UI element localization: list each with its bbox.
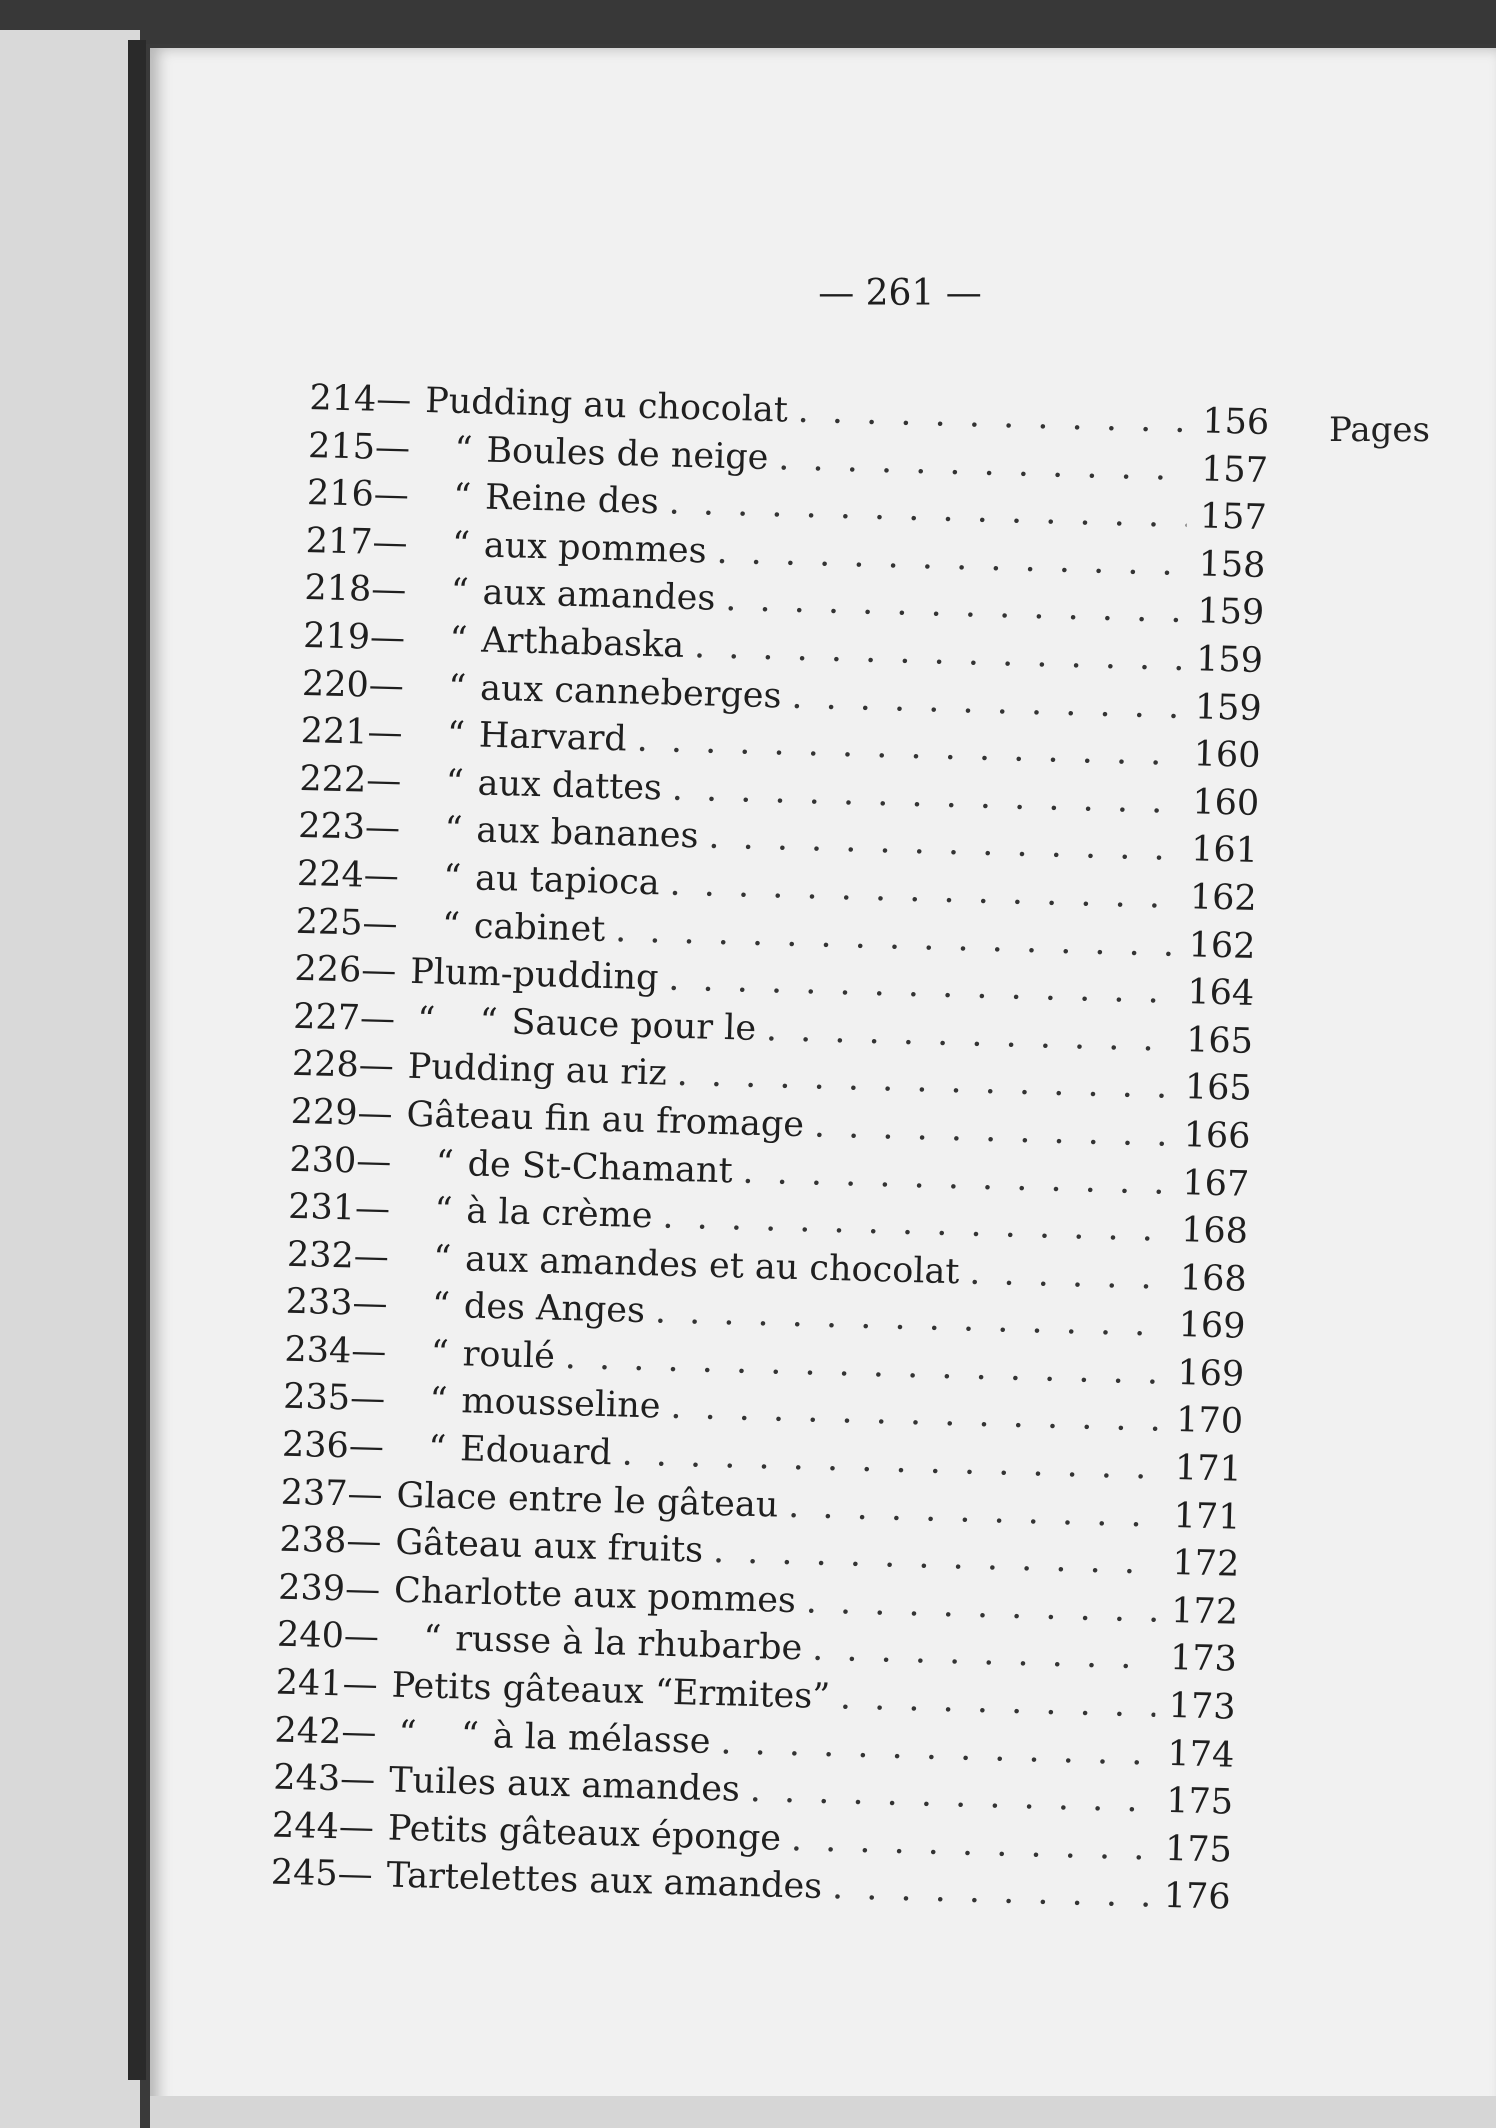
entry-page-number: 162 (1189, 877, 1258, 919)
entry-page-number: 168 (1179, 1257, 1248, 1300)
entry-title: aux bananes (475, 810, 700, 857)
entry-number: 235— “ (282, 1377, 448, 1422)
entry-page-number: 169 (1178, 1305, 1246, 1348)
entry-page-number: 173 (1168, 1685, 1237, 1728)
entry-number: 239— (277, 1567, 381, 1611)
entry-page-number: 160 (1191, 782, 1260, 824)
entry-number: 228— (291, 1044, 395, 1087)
entry-page-number: 159 (1194, 686, 1263, 729)
entry-number: 244— (271, 1805, 375, 1848)
entry-title: de St-Chamant (467, 1143, 734, 1191)
entry-title: roulé (462, 1334, 556, 1377)
dot-leader (795, 1581, 1158, 1630)
entry-page-number: 157 (1200, 448, 1269, 491)
entry-title: Gâteau aux fruits (394, 1522, 704, 1571)
entry-number: 216— “ (306, 473, 472, 518)
entry-number: 237— (280, 1472, 384, 1515)
previous-page-edge (0, 30, 140, 2128)
entry-page-number: 171 (1173, 1495, 1242, 1538)
entry-page-number: 167 (1181, 1162, 1250, 1205)
entry-title: aux amandes et au chocolat (464, 1239, 960, 1292)
entry-page-number: 174 (1166, 1733, 1235, 1776)
entry-title: au tapioca (474, 858, 661, 904)
entry-title: russe à la rhubarbe (454, 1619, 803, 1669)
entry-page-number: 162 (1188, 924, 1256, 967)
entry-number: 218— “ (303, 568, 470, 613)
entry-page-number: 172 (1171, 1543, 1240, 1585)
entry-title: à la crème (465, 1191, 654, 1237)
entry-title: Sauce pour le (511, 1002, 757, 1049)
entry-page-number: 170 (1175, 1400, 1244, 1443)
entry-number: 232— “ (286, 1234, 452, 1279)
entry-number: 240— “ (276, 1615, 442, 1660)
dot-leader (959, 1252, 1167, 1297)
entry-title: mousseline (460, 1381, 662, 1427)
entry-page-number: 166 (1183, 1115, 1251, 1157)
entry-title: Harvard (478, 715, 628, 760)
entry-number: 226— (294, 948, 397, 992)
entry-number: 223— “ (297, 806, 463, 851)
entry-page-number: 157 (1199, 496, 1268, 539)
entry-title: aux pommes (483, 525, 708, 572)
entry-page-number: 169 (1176, 1352, 1245, 1395)
entry-number: 234— “ (284, 1329, 450, 1374)
entry-title: Tuiles aux amandes (388, 1760, 741, 1810)
entry-page-number: 164 (1186, 972, 1255, 1015)
entry-title: aux dattes (477, 763, 663, 809)
entry-page-number: 158 (1198, 544, 1266, 586)
entry-page-number: 175 (1164, 1828, 1233, 1871)
entry-number: 233— “ (285, 1281, 451, 1327)
dot-leader (804, 1105, 1171, 1155)
scanner-background-top (0, 0, 1496, 44)
entry-title: Boules de neige (485, 430, 769, 478)
entry-title: aux canneberges (479, 668, 783, 717)
entry-number: 236— “ (281, 1424, 447, 1469)
entry-number: 222— “ (298, 758, 465, 803)
entry-page-number: 168 (1180, 1210, 1249, 1252)
entry-number: 241— (275, 1662, 379, 1706)
entry-number: 221— “ (300, 711, 466, 756)
entry-title: Charlotte aux pommes (393, 1570, 797, 1621)
dot-leader (802, 1629, 1158, 1678)
entry-number: 219— “ (302, 615, 468, 661)
entry-title: Glace entre le gâteau (396, 1475, 779, 1526)
entry-title: à la mélasse (492, 1715, 712, 1762)
entry-number: 227— “ “ (292, 996, 499, 1042)
page-number: — 261 — (818, 273, 982, 314)
entry-page-number: 161 (1190, 829, 1259, 872)
dot-leader (830, 1677, 1156, 1726)
entry-page-number: 159 (1196, 591, 1265, 634)
entry-page-number: 171 (1174, 1448, 1243, 1490)
entry-page-number: 159 (1195, 639, 1264, 682)
entry-title: Petits gâteaux éponge (387, 1808, 782, 1859)
entry-number: 245— (270, 1852, 374, 1896)
entry-number: 230— “ (289, 1139, 455, 1184)
entry-title: Arthabaska (480, 620, 685, 666)
entry-number: 225— “ (295, 901, 461, 946)
entry-title: cabinet (473, 906, 606, 950)
entry-page-number: 176 (1163, 1876, 1232, 1919)
entry-title: Edouard (459, 1429, 613, 1474)
book-gutter (128, 40, 146, 2080)
entry-number: 215— “ (307, 425, 473, 470)
pages-column-header: Pages (1329, 410, 1430, 450)
entry-number: 243— (272, 1757, 376, 1801)
dot-leader (822, 1867, 1151, 1916)
entry-page-number: 165 (1184, 1067, 1253, 1110)
table-of-contents (270, 378, 1270, 1926)
entry-title: Plum-pudding (409, 951, 659, 999)
entry-page-number: 156 (1201, 401, 1270, 444)
entry-title: Tartelettes aux amandes (386, 1855, 823, 1908)
entry-number: 220— “ (301, 663, 467, 708)
entry-number: 229— (290, 1091, 394, 1135)
entry-title: des Anges (463, 1286, 646, 1332)
entry-page-number: 160 (1193, 734, 1261, 777)
entry-page-number: 173 (1169, 1638, 1238, 1681)
entry-number: 224— “ (296, 853, 462, 899)
entry-number: 238— (279, 1519, 382, 1563)
entry-title: Reine des (484, 477, 660, 523)
entry-number: 217— “ (305, 520, 471, 566)
entry-number: 231— “ (287, 1186, 453, 1232)
entry-title: Pudding au chocolat (424, 381, 789, 431)
entry-page-number: 172 (1170, 1590, 1239, 1633)
entry-title: Gâteau fin au fromage (406, 1094, 805, 1146)
entry-title: Pudding au riz (407, 1047, 668, 1094)
entry-title: Petits gâteaux “Ermites” (391, 1665, 831, 1718)
entry-number: 242— “ “ (274, 1710, 480, 1756)
entry-page-number: 165 (1185, 1019, 1254, 1062)
page-bottom-edge (150, 2096, 1496, 2128)
dot-leader (780, 1819, 1152, 1869)
entry-title: aux amandes (482, 572, 716, 620)
entry-number: 214— (308, 378, 412, 421)
entry-page-number: 175 (1165, 1781, 1234, 1823)
